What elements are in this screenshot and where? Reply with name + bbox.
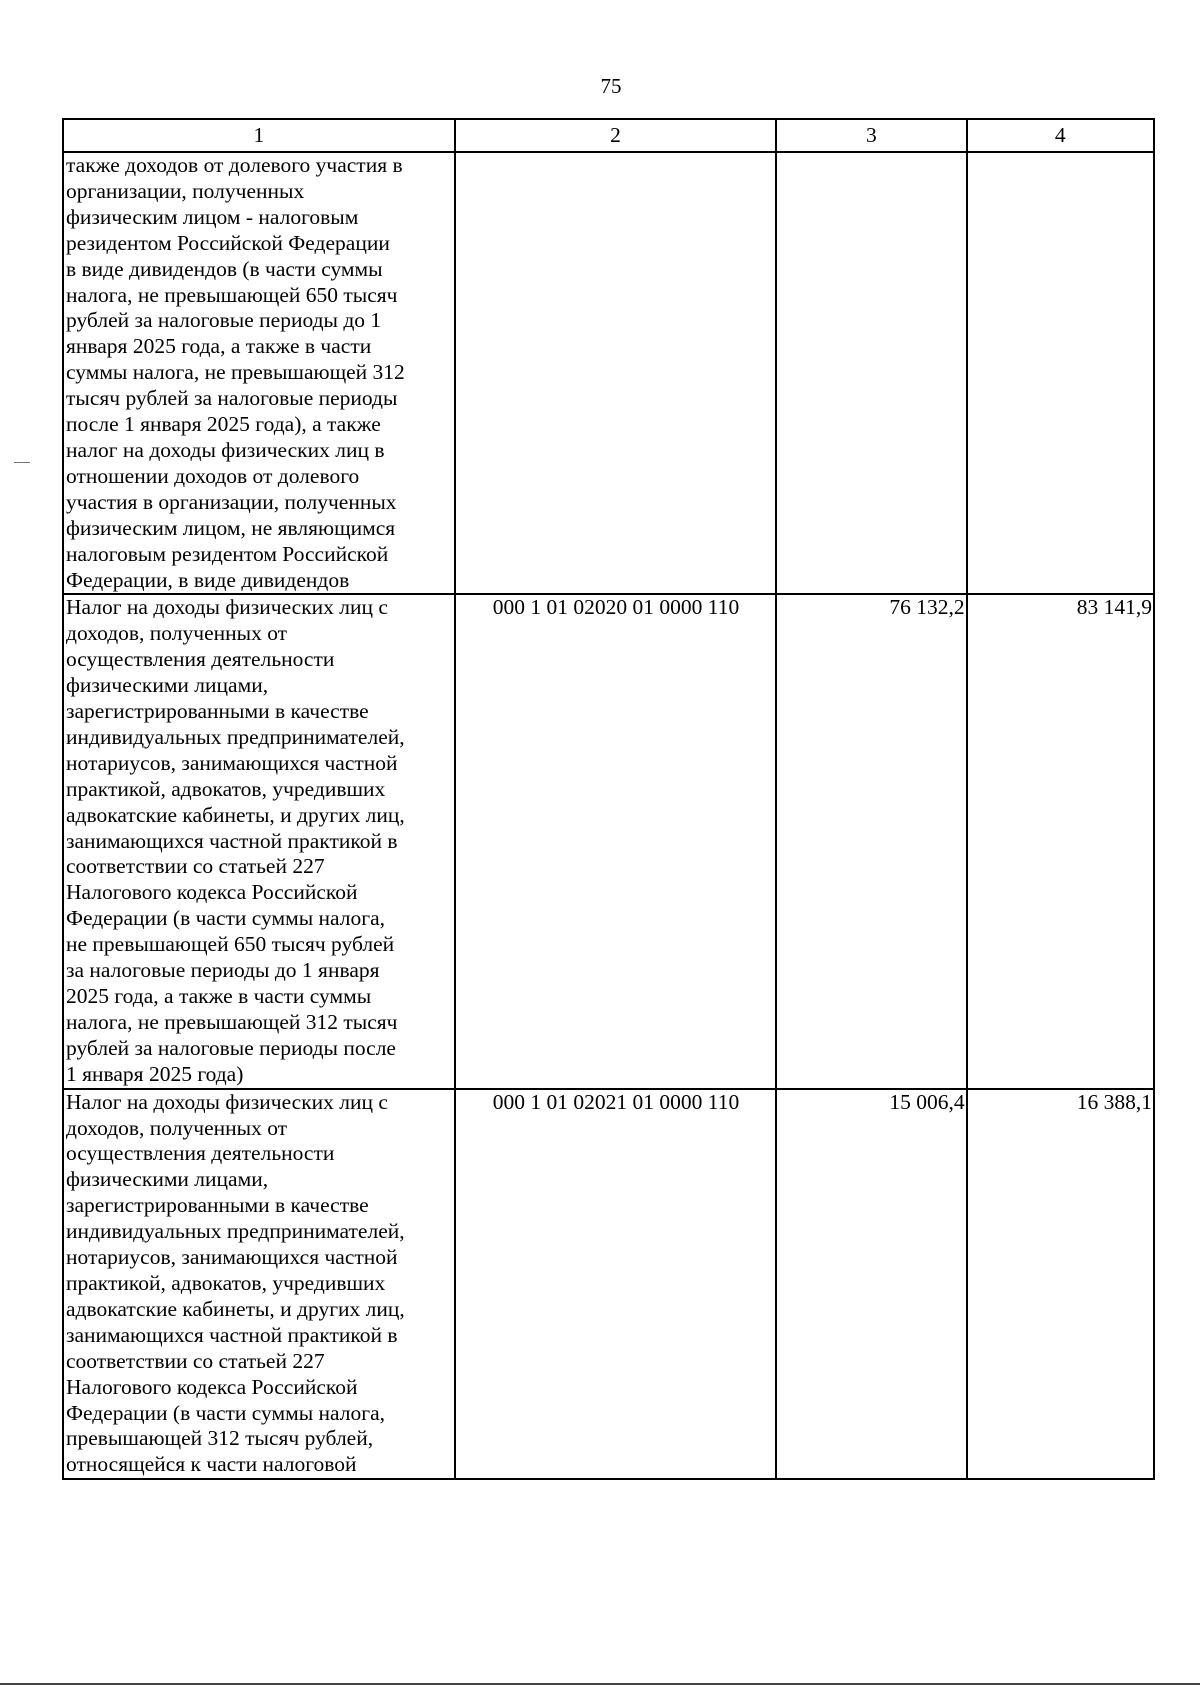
column-number-4: 4 <box>967 119 1154 152</box>
income-name-line: относящейся к части налоговой <box>66 1452 357 1477</box>
income-name-line: января 2025 года, а также в части <box>66 334 372 359</box>
budget-code-cell: 000 1 01 02021 01 0000 110 <box>455 1089 776 1480</box>
column-number-row <box>63 119 1154 152</box>
income-name-line: соответствии со статьей 227 <box>66 1348 325 1373</box>
income-name-line: соответствии со статьей 227 <box>66 854 325 879</box>
income-name-line: практикой, адвокатов, учредивших <box>66 776 386 801</box>
income-name-line: резидентом Российской Федерации <box>66 230 390 255</box>
amount-column-4-cell: 83 141,9 <box>967 594 1154 1088</box>
income-name-line: индивидуальных предпринимателей, <box>66 1219 405 1244</box>
income-name-line: Налог на доходы физических лиц с <box>66 595 388 620</box>
income-name-line: Федерации, в виде дивидендов <box>66 567 350 592</box>
income-name-line: физическим лицом - налоговым <box>66 204 359 229</box>
income-name-line: налог на доходы физических лиц в <box>66 437 385 462</box>
income-name-line: не превышающей 650 тысяч рублей <box>66 932 395 957</box>
income-name-line: занимающихся частной практикой в <box>66 1322 398 1347</box>
income-name-line: адвокатские кабинеты, и других лиц, <box>66 1296 405 1321</box>
table-row <box>63 1089 1154 1480</box>
column-number-1: 1 <box>63 119 455 152</box>
income-name-line: физическим лицом, не являющимся <box>66 515 396 540</box>
income-name-line: зарегистрированными в качестве <box>66 1193 369 1218</box>
income-name-line: физическими лицами, <box>66 673 269 698</box>
income-name-line: осуществления деятельности <box>66 1141 335 1166</box>
income-name-line: индивидуальных предпринимателей, <box>66 724 405 749</box>
amount-column-3-cell: 15 006,4 <box>776 1089 966 1480</box>
income-name-line: превышающей 312 тысяч рублей, <box>66 1426 374 1451</box>
income-name-line: зарегистрированными в качестве <box>66 699 369 724</box>
table-row <box>63 594 1154 1088</box>
income-name-line: участия в организации, полученных <box>66 489 397 514</box>
income-name-line: рублей за налоговые периоды после <box>66 1035 396 1060</box>
income-name-line: доходов, полученных от <box>66 621 288 646</box>
budget-code-cell: 000 1 01 02020 01 0000 110 <box>455 594 776 1088</box>
income-name-line: доходов, полученных от <box>66 1115 288 1140</box>
income-name-line: в виде дивидендов (в части суммы <box>66 256 383 281</box>
income-name-line: 1 января 2025 года) <box>66 1061 244 1086</box>
income-name-line: также доходов от долевого участия в <box>66 153 403 177</box>
income-name-line: Налогового кодекса Российской <box>66 880 358 905</box>
column-number-3: 3 <box>776 119 966 152</box>
income-name-line: после 1 января 2025 года), а также <box>66 412 381 437</box>
income-name-line: отношении доходов от долевого <box>66 463 360 488</box>
income-name-cell <box>63 594 455 1088</box>
income-name-cell <box>63 152 455 594</box>
income-name-line: Федерации (в части суммы налога, <box>66 1400 385 1425</box>
column-number-2: 2 <box>455 119 776 152</box>
income-name-line: занимающихся частной практикой в <box>66 828 398 853</box>
amount-column-4-cell: 16 388,1 <box>967 1089 1154 1480</box>
amount-column-3-cell: 76 132,2 <box>776 594 966 1088</box>
income-name-line: практикой, адвокатов, учредивших <box>66 1270 386 1295</box>
income-name-line: налога, не превышающей 312 тысяч <box>66 1009 398 1034</box>
income-name-line: 2025 года, а также в части суммы <box>66 984 372 1008</box>
income-name-cell <box>63 1089 455 1480</box>
page-number: 75 <box>600 74 622 98</box>
income-name-line: Налог на доходы физических лиц с <box>66 1089 388 1114</box>
budget-table <box>62 118 1155 1480</box>
table-row <box>63 152 1154 594</box>
amount-column-3-cell <box>776 152 966 594</box>
amount-column-4-cell <box>967 152 1154 594</box>
income-name-line: организации, полученных <box>66 178 305 203</box>
income-name-line: суммы налога, не превышающей 312 <box>66 360 405 385</box>
income-name-line: адвокатские кабинеты, и других лиц, <box>66 802 405 827</box>
income-name-line: за налоговые периоды до 1 января <box>66 958 380 983</box>
budget-code-cell <box>455 152 776 594</box>
income-name-line: налоговым резидентом Российской <box>66 541 389 566</box>
income-name-line: рублей за налоговые периоды до 1 <box>66 308 382 333</box>
income-name-line: физическими лицами, <box>66 1167 269 1192</box>
income-name-line: налога, не превышающей 650 тысяч <box>66 282 398 307</box>
income-name-line: нотариусов, занимающихся частной <box>66 1245 398 1270</box>
page-bottom-rule <box>0 1683 1200 1685</box>
income-name-line: Федерации (в части суммы налога, <box>66 906 385 931</box>
income-name-line: Налогового кодекса Российской <box>66 1374 358 1399</box>
income-name-line: нотариусов, занимающихся частной <box>66 750 398 775</box>
income-name-line: тысяч рублей за налоговые периоды <box>66 386 398 411</box>
income-name-line: осуществления деятельности <box>66 647 335 672</box>
margin-mark <box>14 462 30 463</box>
